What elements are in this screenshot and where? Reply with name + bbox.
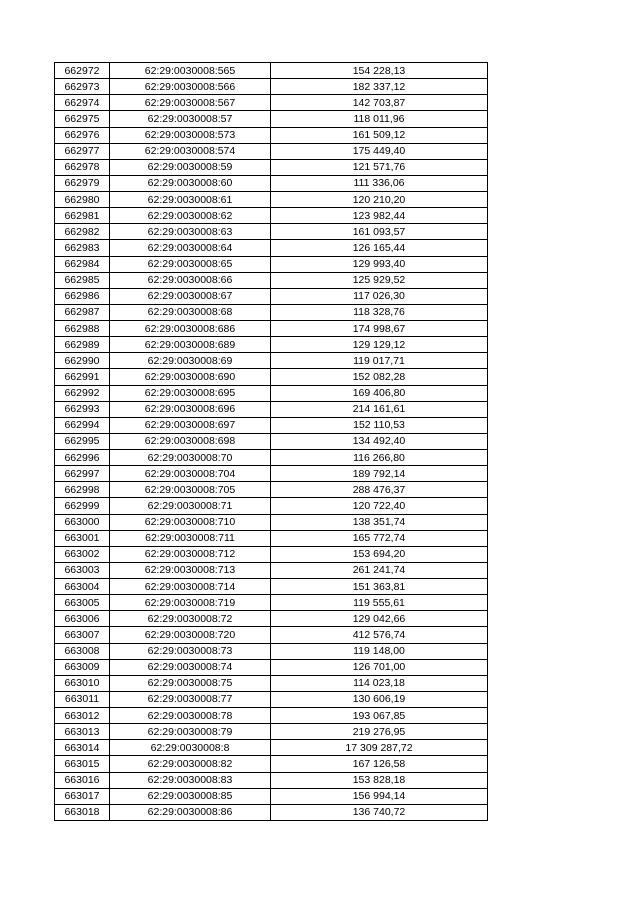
cadastral-number-cell: 62:29:0030008:720 bbox=[110, 627, 271, 643]
cadastral-value-cell: 151 363,81 bbox=[271, 579, 488, 595]
cadastral-number-cell: 62:29:0030008:66 bbox=[110, 272, 271, 288]
cadastral-value-cell: 120 210,20 bbox=[271, 192, 488, 208]
row-number-cell: 662975 bbox=[55, 111, 110, 127]
cadastral-value-cell: 154 228,13 bbox=[271, 63, 488, 79]
row-number-cell: 663000 bbox=[55, 514, 110, 530]
cadastral-value-cell: 161 093,57 bbox=[271, 224, 488, 240]
cadastral-number-cell: 62:29:0030008:67 bbox=[110, 288, 271, 304]
cadastral-value-table bbox=[54, 62, 488, 821]
table-row bbox=[55, 353, 488, 369]
table-row bbox=[55, 772, 488, 788]
cadastral-value-cell: 121 571,76 bbox=[271, 159, 488, 175]
cadastral-number-cell: 62:29:0030008:74 bbox=[110, 659, 271, 675]
row-number-cell: 662997 bbox=[55, 466, 110, 482]
table-row bbox=[55, 804, 488, 820]
table-row bbox=[55, 627, 488, 643]
table-row bbox=[55, 659, 488, 675]
cadastral-value-cell: 214 161,61 bbox=[271, 401, 488, 417]
table-row bbox=[55, 224, 488, 240]
cadastral-number-cell: 62:29:0030008:86 bbox=[110, 804, 271, 820]
row-number-cell: 662988 bbox=[55, 321, 110, 337]
cadastral-value-cell: 114 023,18 bbox=[271, 675, 488, 691]
row-number-cell: 662994 bbox=[55, 417, 110, 433]
cadastral-number-cell: 62:29:0030008:64 bbox=[110, 240, 271, 256]
row-number-cell: 662996 bbox=[55, 450, 110, 466]
row-number-cell: 662980 bbox=[55, 192, 110, 208]
table-body bbox=[55, 63, 488, 821]
row-number-cell: 663015 bbox=[55, 756, 110, 772]
cadastral-number-cell: 62:29:0030008:63 bbox=[110, 224, 271, 240]
cadastral-value-cell: 138 351,74 bbox=[271, 514, 488, 530]
cadastral-number-cell: 62:29:0030008:565 bbox=[110, 63, 271, 79]
table-row bbox=[55, 530, 488, 546]
row-number-cell: 662974 bbox=[55, 95, 110, 111]
table-row bbox=[55, 272, 488, 288]
cadastral-value-cell: 134 492,40 bbox=[271, 433, 488, 449]
row-number-cell: 663013 bbox=[55, 724, 110, 740]
cadastral-value-cell: 412 576,74 bbox=[271, 627, 488, 643]
cadastral-number-cell: 62:29:0030008:72 bbox=[110, 611, 271, 627]
cadastral-value-cell: 120 722,40 bbox=[271, 498, 488, 514]
row-number-cell: 662979 bbox=[55, 175, 110, 191]
cadastral-number-cell: 62:29:0030008:698 bbox=[110, 433, 271, 449]
cadastral-number-cell: 62:29:0030008:567 bbox=[110, 95, 271, 111]
table-row bbox=[55, 595, 488, 611]
row-number-cell: 662995 bbox=[55, 433, 110, 449]
cadastral-number-cell: 62:29:0030008:75 bbox=[110, 675, 271, 691]
cadastral-value-cell: 129 129,12 bbox=[271, 337, 488, 353]
cadastral-number-cell: 62:29:0030008:77 bbox=[110, 691, 271, 707]
cadastral-value-cell: 129 993,40 bbox=[271, 256, 488, 272]
table-row bbox=[55, 401, 488, 417]
row-number-cell: 663010 bbox=[55, 675, 110, 691]
cadastral-number-cell: 62:29:0030008:68 bbox=[110, 304, 271, 320]
table-row bbox=[55, 466, 488, 482]
cadastral-value-cell: 142 703,87 bbox=[271, 95, 488, 111]
row-number-cell: 663005 bbox=[55, 595, 110, 611]
cadastral-value-cell: 136 740,72 bbox=[271, 804, 488, 820]
table-row bbox=[55, 256, 488, 272]
cadastral-number-cell: 62:29:0030008:60 bbox=[110, 175, 271, 191]
row-number-cell: 663018 bbox=[55, 804, 110, 820]
cadastral-number-cell: 62:29:0030008:695 bbox=[110, 385, 271, 401]
cadastral-value-cell: 156 994,14 bbox=[271, 788, 488, 804]
table-row bbox=[55, 159, 488, 175]
row-number-cell: 662978 bbox=[55, 159, 110, 175]
cadastral-number-cell: 62:29:0030008:712 bbox=[110, 546, 271, 562]
cadastral-number-cell: 62:29:0030008:696 bbox=[110, 401, 271, 417]
cadastral-number-cell: 62:29:0030008:690 bbox=[110, 369, 271, 385]
row-number-cell: 663017 bbox=[55, 788, 110, 804]
table-row bbox=[55, 708, 488, 724]
row-number-cell: 663003 bbox=[55, 562, 110, 578]
cadastral-number-cell: 62:29:0030008:59 bbox=[110, 159, 271, 175]
cadastral-value-cell: 126 165,44 bbox=[271, 240, 488, 256]
table-row bbox=[55, 740, 488, 756]
row-number-cell: 662989 bbox=[55, 337, 110, 353]
cadastral-value-cell: 152 082,28 bbox=[271, 369, 488, 385]
table-row bbox=[55, 611, 488, 627]
cadastral-value-cell: 219 276,95 bbox=[271, 724, 488, 740]
row-number-cell: 663012 bbox=[55, 708, 110, 724]
row-number-cell: 662981 bbox=[55, 208, 110, 224]
row-number-cell: 662993 bbox=[55, 401, 110, 417]
cadastral-number-cell: 62:29:0030008:69 bbox=[110, 353, 271, 369]
cadastral-number-cell: 62:29:0030008:705 bbox=[110, 482, 271, 498]
table-row bbox=[55, 691, 488, 707]
cadastral-value-cell: 167 126,58 bbox=[271, 756, 488, 772]
cadastral-number-cell: 62:29:0030008:61 bbox=[110, 192, 271, 208]
cadastral-value-cell: 174 998,67 bbox=[271, 321, 488, 337]
row-number-cell: 662976 bbox=[55, 127, 110, 143]
row-number-cell: 662982 bbox=[55, 224, 110, 240]
row-number-cell: 662973 bbox=[55, 79, 110, 95]
table-row bbox=[55, 143, 488, 159]
cadastral-value-cell: 129 042,66 bbox=[271, 611, 488, 627]
table-row bbox=[55, 417, 488, 433]
row-number-cell: 662977 bbox=[55, 143, 110, 159]
row-number-cell: 662972 bbox=[55, 63, 110, 79]
cadastral-value-cell: 116 266,80 bbox=[271, 450, 488, 466]
cadastral-number-cell: 62:29:0030008:79 bbox=[110, 724, 271, 740]
table-row bbox=[55, 788, 488, 804]
cadastral-number-cell: 62:29:0030008:574 bbox=[110, 143, 271, 159]
cadastral-value-cell: 193 067,85 bbox=[271, 708, 488, 724]
table-row bbox=[55, 385, 488, 401]
table-row bbox=[55, 127, 488, 143]
cadastral-number-cell: 62:29:0030008:710 bbox=[110, 514, 271, 530]
table-row bbox=[55, 724, 488, 740]
cadastral-number-cell: 62:29:0030008:697 bbox=[110, 417, 271, 433]
cadastral-value-cell: 118 011,96 bbox=[271, 111, 488, 127]
cadastral-number-cell: 62:29:0030008:82 bbox=[110, 756, 271, 772]
cadastral-number-cell: 62:29:0030008:714 bbox=[110, 579, 271, 595]
cadastral-number-cell: 62:29:0030008:689 bbox=[110, 337, 271, 353]
table-row bbox=[55, 643, 488, 659]
row-number-cell: 662999 bbox=[55, 498, 110, 514]
cadastral-value-cell: 169 406,80 bbox=[271, 385, 488, 401]
row-number-cell: 662983 bbox=[55, 240, 110, 256]
row-number-cell: 663004 bbox=[55, 579, 110, 595]
row-number-cell: 663009 bbox=[55, 659, 110, 675]
table-row bbox=[55, 675, 488, 691]
cadastral-value-cell: 161 509,12 bbox=[271, 127, 488, 143]
cadastral-number-cell: 62:29:0030008:719 bbox=[110, 595, 271, 611]
table-row bbox=[55, 288, 488, 304]
row-number-cell: 663006 bbox=[55, 611, 110, 627]
cadastral-value-cell: 126 701,00 bbox=[271, 659, 488, 675]
cadastral-value-cell: 117 026,30 bbox=[271, 288, 488, 304]
cadastral-value-cell: 175 449,40 bbox=[271, 143, 488, 159]
table-row bbox=[55, 482, 488, 498]
table-row bbox=[55, 337, 488, 353]
cadastral-value-cell: 111 336,06 bbox=[271, 175, 488, 191]
cadastral-value-cell: 189 792,14 bbox=[271, 466, 488, 482]
row-number-cell: 662986 bbox=[55, 288, 110, 304]
table-row bbox=[55, 208, 488, 224]
cadastral-number-cell: 62:29:0030008:85 bbox=[110, 788, 271, 804]
table-row bbox=[55, 756, 488, 772]
table-row bbox=[55, 304, 488, 320]
row-number-cell: 663011 bbox=[55, 691, 110, 707]
cadastral-value-cell: 165 772,74 bbox=[271, 530, 488, 546]
cadastral-number-cell: 62:29:0030008:70 bbox=[110, 450, 271, 466]
table-row bbox=[55, 175, 488, 191]
table-row bbox=[55, 546, 488, 562]
cadastral-value-cell: 288 476,37 bbox=[271, 482, 488, 498]
row-number-cell: 662991 bbox=[55, 369, 110, 385]
table-row bbox=[55, 63, 488, 79]
row-number-cell: 663001 bbox=[55, 530, 110, 546]
cadastral-value-cell: 130 606,19 bbox=[271, 691, 488, 707]
cadastral-value-cell: 123 982,44 bbox=[271, 208, 488, 224]
table-row bbox=[55, 450, 488, 466]
cadastral-number-cell: 62:29:0030008:73 bbox=[110, 643, 271, 659]
cadastral-number-cell: 62:29:0030008:71 bbox=[110, 498, 271, 514]
table-row bbox=[55, 240, 488, 256]
cadastral-number-cell: 62:29:0030008:566 bbox=[110, 79, 271, 95]
table-row bbox=[55, 514, 488, 530]
cadastral-value-cell: 153 828,18 bbox=[271, 772, 488, 788]
cadastral-number-cell: 62:29:0030008:65 bbox=[110, 256, 271, 272]
cadastral-number-cell: 62:29:0030008:711 bbox=[110, 530, 271, 546]
cadastral-number-cell: 62:29:0030008:57 bbox=[110, 111, 271, 127]
cadastral-value-cell: 182 337,12 bbox=[271, 79, 488, 95]
cadastral-number-cell: 62:29:0030008:713 bbox=[110, 562, 271, 578]
cadastral-value-cell: 119 017,71 bbox=[271, 353, 488, 369]
cadastral-number-cell: 62:29:0030008:78 bbox=[110, 708, 271, 724]
cadastral-number-cell: 62:29:0030008:704 bbox=[110, 466, 271, 482]
cadastral-value-cell: 261 241,74 bbox=[271, 562, 488, 578]
cadastral-number-cell: 62:29:0030008:62 bbox=[110, 208, 271, 224]
row-number-cell: 662998 bbox=[55, 482, 110, 498]
table-row bbox=[55, 498, 488, 514]
row-number-cell: 663008 bbox=[55, 643, 110, 659]
table-row bbox=[55, 192, 488, 208]
cadastral-value-cell: 119 555,61 bbox=[271, 595, 488, 611]
cadastral-number-cell: 62:29:0030008:686 bbox=[110, 321, 271, 337]
row-number-cell: 663002 bbox=[55, 546, 110, 562]
cadastral-value-cell: 153 694,20 bbox=[271, 546, 488, 562]
cadastral-value-cell: 119 148,00 bbox=[271, 643, 488, 659]
table-row bbox=[55, 321, 488, 337]
table-row bbox=[55, 369, 488, 385]
table-row bbox=[55, 562, 488, 578]
row-number-cell: 662984 bbox=[55, 256, 110, 272]
cadastral-number-cell: 62:29:0030008:573 bbox=[110, 127, 271, 143]
table-row bbox=[55, 433, 488, 449]
cadastral-value-cell: 152 110,53 bbox=[271, 417, 488, 433]
cadastral-number-cell: 62:29:0030008:8 bbox=[110, 740, 271, 756]
row-number-cell: 662990 bbox=[55, 353, 110, 369]
cadastral-number-cell: 62:29:0030008:83 bbox=[110, 772, 271, 788]
row-number-cell: 662987 bbox=[55, 304, 110, 320]
cadastral-value-cell: 17 309 287,72 bbox=[271, 740, 488, 756]
table-row bbox=[55, 95, 488, 111]
table-row bbox=[55, 111, 488, 127]
cadastral-value-cell: 118 328,76 bbox=[271, 304, 488, 320]
table-row bbox=[55, 79, 488, 95]
cadastral-value-cell: 125 929,52 bbox=[271, 272, 488, 288]
row-number-cell: 663016 bbox=[55, 772, 110, 788]
row-number-cell: 663014 bbox=[55, 740, 110, 756]
table-row bbox=[55, 579, 488, 595]
row-number-cell: 662985 bbox=[55, 272, 110, 288]
row-number-cell: 663007 bbox=[55, 627, 110, 643]
row-number-cell: 662992 bbox=[55, 385, 110, 401]
